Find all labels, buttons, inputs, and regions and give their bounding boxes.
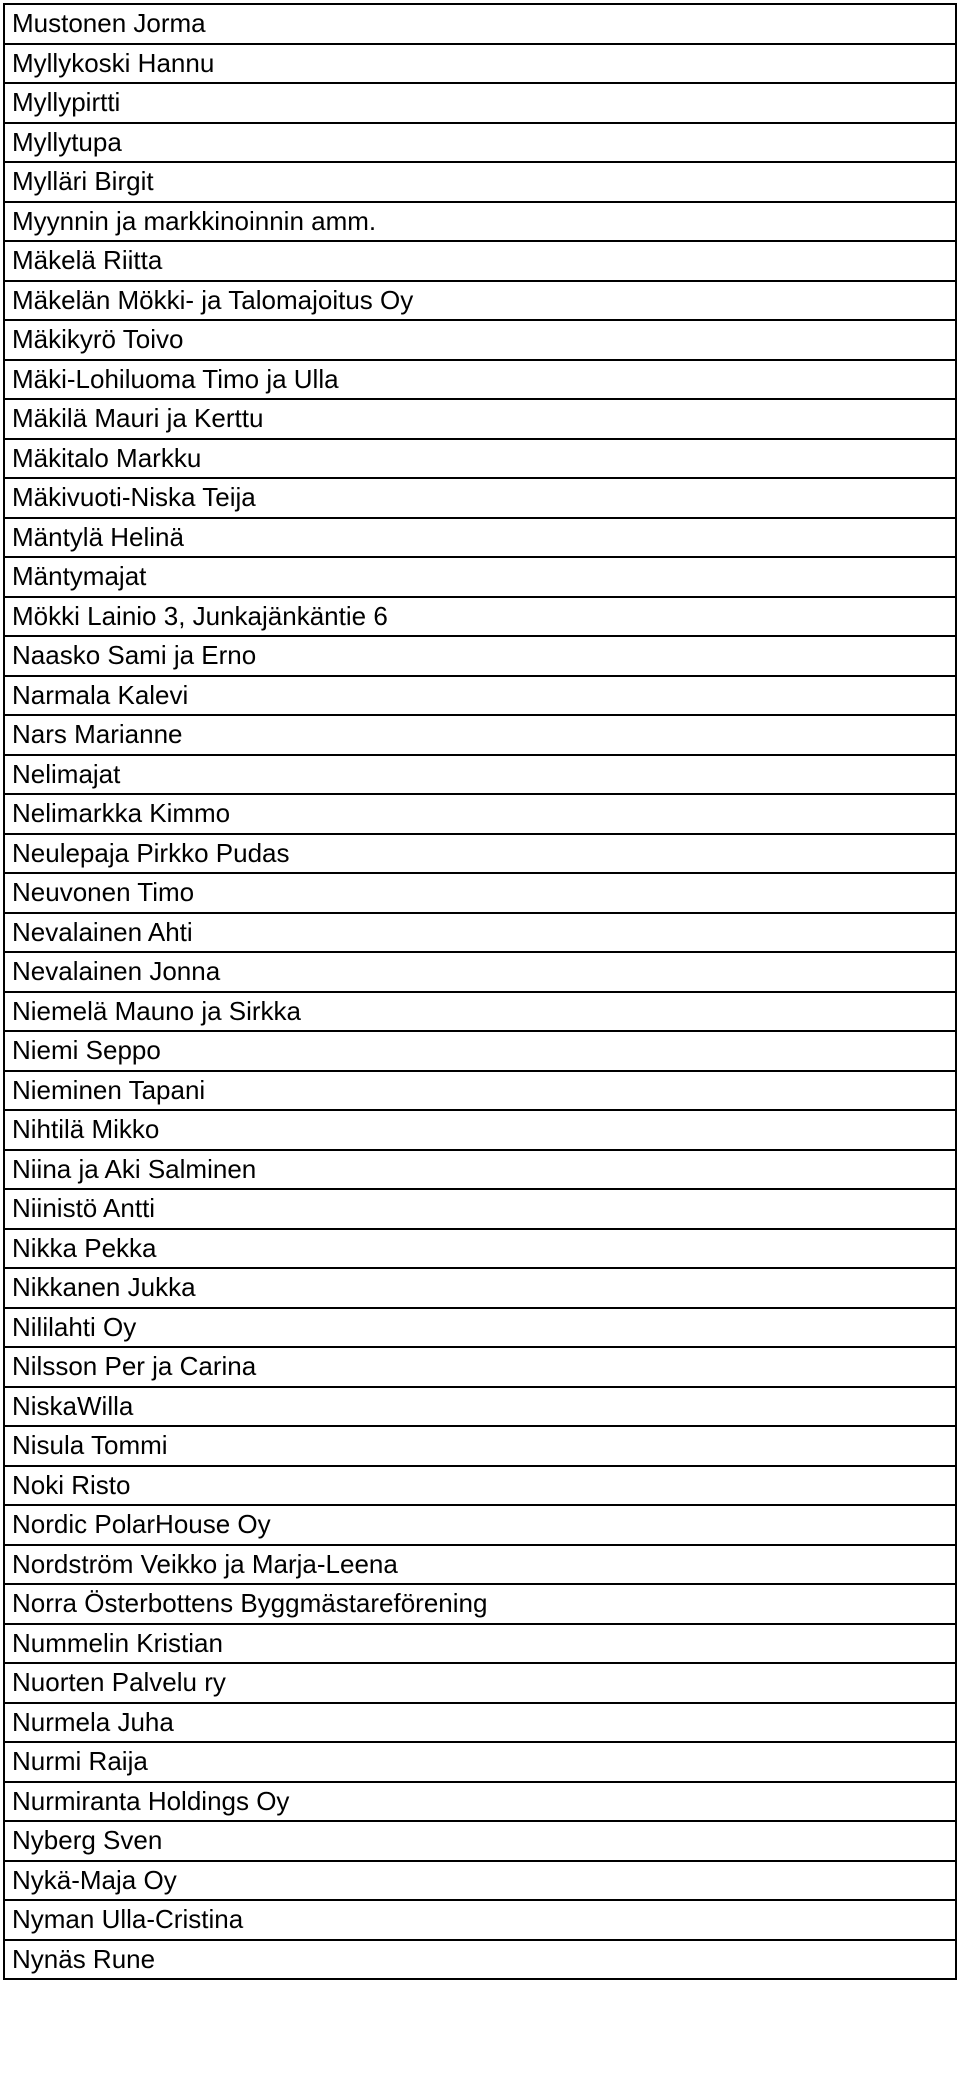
table-row <box>4 518 956 558</box>
name-cell: Nihtilä Mikko <box>4 1110 956 1150</box>
table-row <box>4 992 956 1032</box>
table-row <box>4 1387 956 1427</box>
name-cell: Nuorten Palvelu ry <box>4 1663 956 1703</box>
name-cell: Narmala Kalevi <box>4 676 956 716</box>
name-cell: Mäntylä Helinä <box>4 518 956 558</box>
name-cell: Nikkanen Jukka <box>4 1268 956 1308</box>
table-row <box>4 439 956 479</box>
table-row <box>4 676 956 716</box>
name-cell: Nurmela Juha <box>4 1703 956 1743</box>
name-cell: Mökki Lainio 3, Junkajänkäntie 6 <box>4 597 956 637</box>
table-row <box>4 557 956 597</box>
name-cell: Mäkikyrö Toivo <box>4 320 956 360</box>
name-cell: Nelimajat <box>4 755 956 795</box>
name-cell: Nummelin Kristian <box>4 1624 956 1664</box>
name-cell: Nykä-Maja Oy <box>4 1861 956 1901</box>
table-row <box>4 1426 956 1466</box>
name-cell: Nars Marianne <box>4 715 956 755</box>
name-cell: Mäki-Lohiluoma Timo ja Ulla <box>4 360 956 400</box>
name-cell: Nieminen Tapani <box>4 1071 956 1111</box>
table-row <box>4 1505 956 1545</box>
table-row <box>4 1703 956 1743</box>
table-row <box>4 1861 956 1901</box>
table-row <box>4 478 956 518</box>
name-cell: Myllytupa <box>4 123 956 163</box>
table-row <box>4 1742 956 1782</box>
table-row <box>4 715 956 755</box>
name-cell: Nurmiranta Holdings Oy <box>4 1782 956 1822</box>
name-cell: Mäkivuoti-Niska Teija <box>4 478 956 518</box>
table-row <box>4 755 956 795</box>
table-row <box>4 1821 956 1861</box>
name-cell: Mylläri Birgit <box>4 162 956 202</box>
name-cell: Nilsson Per ja Carina <box>4 1347 956 1387</box>
table-row <box>4 597 956 637</box>
table-row <box>4 1466 956 1506</box>
table-row <box>4 399 956 439</box>
table-row <box>4 281 956 321</box>
name-cell: Myllykoski Hannu <box>4 44 956 84</box>
table-row <box>4 1031 956 1071</box>
table-row <box>4 4 956 44</box>
table-row <box>4 1308 956 1348</box>
name-list-table <box>3 3 957 1980</box>
name-cell: Naasko Sami ja Erno <box>4 636 956 676</box>
table-row <box>4 1584 956 1624</box>
name-cell: Niina ja Aki Salminen <box>4 1150 956 1190</box>
table-row <box>4 1624 956 1664</box>
table-row <box>4 834 956 874</box>
name-cell: Mustonen Jorma <box>4 4 956 44</box>
table-row <box>4 1189 956 1229</box>
name-cell: Mäkitalo Markku <box>4 439 956 479</box>
table-row <box>4 873 956 913</box>
table-row <box>4 83 956 123</box>
table-row <box>4 202 956 242</box>
name-cell: Mäntymajat <box>4 557 956 597</box>
name-cell: Nordström Veikko ja Marja-Leena <box>4 1545 956 1585</box>
name-cell: Nynäs Rune <box>4 1940 956 1980</box>
table-row <box>4 1268 956 1308</box>
name-cell: Myllypirtti <box>4 83 956 123</box>
name-cell: Mäkelän Mökki- ja Talomajoitus Oy <box>4 281 956 321</box>
table-row <box>4 1663 956 1703</box>
table-row <box>4 1150 956 1190</box>
name-cell: Nisula Tommi <box>4 1426 956 1466</box>
table-row <box>4 1110 956 1150</box>
table-row <box>4 1545 956 1585</box>
name-cell: Nevalainen Jonna <box>4 952 956 992</box>
table-row <box>4 1347 956 1387</box>
name-cell: Niemi Seppo <box>4 1031 956 1071</box>
name-cell: Nililahti Oy <box>4 1308 956 1348</box>
table-row <box>4 1940 956 1980</box>
name-cell: Mäkelä Riitta <box>4 241 956 281</box>
name-cell: Nurmi Raija <box>4 1742 956 1782</box>
table-row <box>4 913 956 953</box>
name-cell: Niemelä Mauno ja Sirkka <box>4 992 956 1032</box>
table-row <box>4 1782 956 1822</box>
name-cell: NiskaWilla <box>4 1387 956 1427</box>
table-row <box>4 1071 956 1111</box>
table-row <box>4 44 956 84</box>
table-row <box>4 794 956 834</box>
table-row <box>4 952 956 992</box>
name-cell: Neuvonen Timo <box>4 873 956 913</box>
table-row <box>4 162 956 202</box>
name-cell: Niinistö Antti <box>4 1189 956 1229</box>
name-cell: Nyman Ulla-Cristina <box>4 1900 956 1940</box>
name-cell: Mäkilä Mauri ja Kerttu <box>4 399 956 439</box>
table-row <box>4 636 956 676</box>
name-cell: Neulepaja Pirkko Pudas <box>4 834 956 874</box>
name-cell: Myynnin ja markkinoinnin amm. <box>4 202 956 242</box>
table-row <box>4 1229 956 1269</box>
table-row <box>4 360 956 400</box>
name-cell: Nevalainen Ahti <box>4 913 956 953</box>
name-list-body <box>4 4 956 1979</box>
table-row <box>4 241 956 281</box>
name-cell: Nikka Pekka <box>4 1229 956 1269</box>
name-cell: Nyberg Sven <box>4 1821 956 1861</box>
table-row <box>4 123 956 163</box>
name-cell: Nelimarkka Kimmo <box>4 794 956 834</box>
name-cell: Nordic PolarHouse Oy <box>4 1505 956 1545</box>
name-cell: Noki Risto <box>4 1466 956 1506</box>
name-cell: Norra Österbottens Byggmästareförening <box>4 1584 956 1624</box>
table-row <box>4 1900 956 1940</box>
table-row <box>4 320 956 360</box>
